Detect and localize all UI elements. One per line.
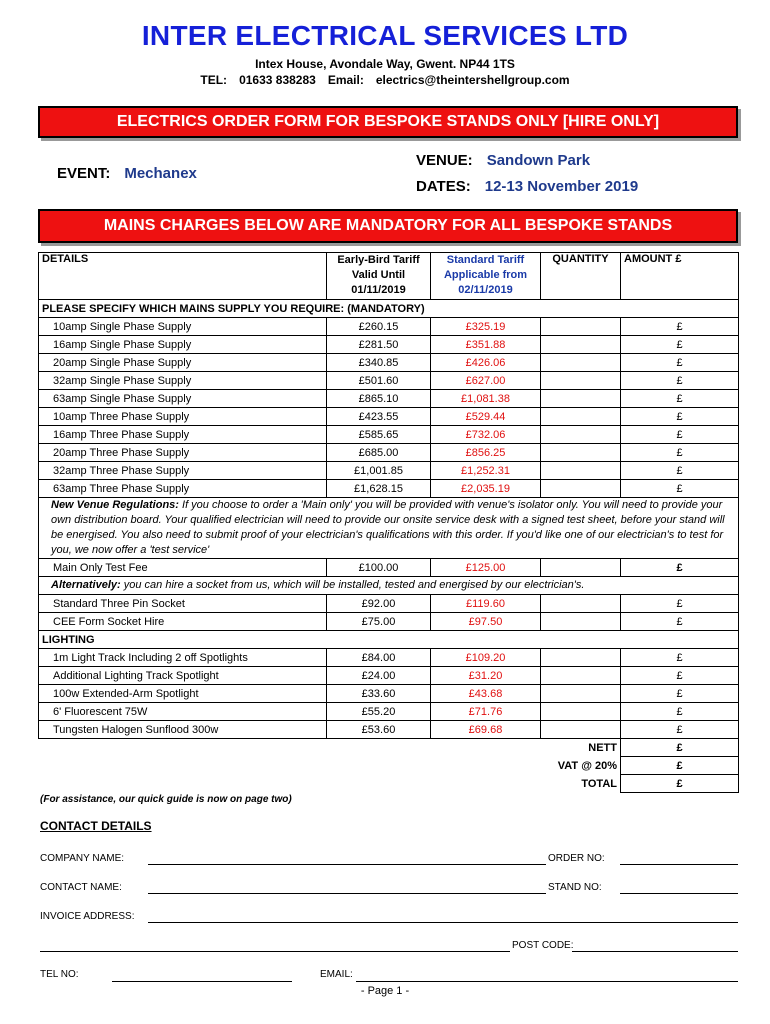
header-early-line1: Early-Bird Tariff	[337, 254, 420, 266]
totals-label: VAT @ 20%	[557, 759, 617, 772]
early-price-cell: £92.00	[327, 595, 431, 613]
amount-cell[interactable]: £	[621, 372, 739, 390]
early-price-cell: £53.60	[327, 721, 431, 739]
early-price-cell: £24.00	[327, 667, 431, 685]
invoice-address-field-1[interactable]	[148, 922, 738, 923]
header-details: DETAILS	[39, 253, 327, 300]
alternative-note	[39, 577, 739, 595]
early-price-cell: £423.55	[327, 408, 431, 426]
amount-cell[interactable]: £	[621, 480, 739, 498]
order-no-label: ORDER NO:	[548, 853, 605, 864]
item-cell: CEE Form Socket Hire	[39, 613, 327, 631]
company-contact-line	[0, 73, 770, 87]
standard-price-cell: £529.44	[431, 408, 541, 426]
early-price-cell: £340.85	[327, 354, 431, 372]
email-field[interactable]	[356, 981, 738, 982]
standard-price-cell: £1,252.31	[431, 462, 541, 480]
table-row	[39, 336, 739, 354]
company-name-label: COMPANY NAME:	[40, 853, 125, 864]
totals-spacer	[39, 739, 541, 757]
quantity-cell[interactable]	[541, 408, 621, 426]
totals-label: TOTAL	[581, 777, 617, 790]
standard-price-cell: £71.76	[431, 703, 541, 721]
quantity-cell[interactable]	[541, 426, 621, 444]
table-row	[39, 649, 739, 667]
header-std-line1: Standard Tariff	[446, 254, 525, 266]
item-cell: Additional Lighting Track Spotlight	[39, 667, 327, 685]
item-cell: 20amp Single Phase Supply	[39, 354, 327, 372]
table-row	[39, 595, 739, 613]
amount-cell[interactable]: £	[621, 444, 739, 462]
event-value: Mechanex	[124, 165, 197, 182]
regulations-note	[39, 498, 739, 559]
event-row	[57, 165, 197, 183]
item-cell: 10amp Three Phase Supply	[39, 408, 327, 426]
mandatory-banner: MAINS CHARGES BELOW ARE MANDATORY FOR ALL BESPOKE STANDS	[38, 209, 738, 243]
dates-row	[416, 178, 638, 196]
contact-heading: CONTACT DETAILS	[40, 819, 152, 833]
amount-cell[interactable]: £	[621, 685, 739, 703]
totals-spacer	[39, 775, 541, 793]
contact-name-label: CONTACT NAME:	[40, 882, 122, 893]
test-fee-quantity-cell[interactable]	[541, 559, 621, 577]
regulations-text: If you choose to order a 'Main only' you will be provided with venue's isolator only. You will need to provide your own distribution board. Your qualified electrician will need to provide our onsite service desk with a signed test sheet, before your stand will be energised. You also need to submit proof of your electrician's qualifications with this order. If you'd like one of our electrician's to test for you, we now offer a 'test service'	[51, 499, 725, 556]
header-std-line3: 02/11/2019	[458, 284, 513, 296]
early-price-cell: £33.60	[327, 685, 431, 703]
table-row	[39, 408, 739, 426]
tel-label: TEL:	[200, 73, 228, 87]
standard-price-cell: £1,081.38	[431, 390, 541, 408]
test-fee-amount-cell[interactable]: £	[621, 559, 739, 577]
dates-label: DATES:	[416, 178, 471, 195]
test-fee-standard: £125.00	[431, 559, 541, 577]
dates-value: 12-13 November 2019	[484, 178, 639, 195]
totals-label: NETT	[588, 741, 617, 754]
order-table	[38, 252, 739, 793]
table-row	[39, 372, 739, 390]
early-price-cell: £865.10	[327, 390, 431, 408]
standard-price-cell: £31.20	[431, 667, 541, 685]
email-address: electrics@theintershellgroup.com	[375, 73, 570, 87]
venue-value: Sandown Park	[486, 152, 591, 169]
totals-row	[39, 757, 739, 775]
table-row	[39, 685, 739, 703]
table-header-row	[39, 253, 739, 300]
stand-no-label: STAND NO:	[548, 882, 602, 893]
table-row	[39, 390, 739, 408]
header-early-line2: Valid Until	[351, 269, 406, 281]
mains-heading: PLEASE SPECIFY WHICH MAINS SUPPLY YOU REQUIRE: (MANDATORY)	[39, 300, 739, 318]
standard-price-cell: £2,035.19	[431, 480, 541, 498]
email-label: Email:	[327, 73, 364, 87]
test-fee-early: £100.00	[327, 559, 431, 577]
amount-cell[interactable]: £	[621, 354, 739, 372]
company-name: INTER ELECTRICAL SERVICES LTD	[141, 20, 629, 51]
tel-no-label: TEL NO:	[40, 969, 79, 980]
amount-cell[interactable]: £	[621, 462, 739, 480]
test-fee-item: Main Only Test Fee	[39, 559, 327, 577]
quantity-cell[interactable]	[541, 336, 621, 354]
table-row	[39, 462, 739, 480]
email-label-contact: EMAIL:	[320, 969, 353, 980]
standard-price-cell: £856.25	[431, 444, 541, 462]
standard-price-cell: £69.68	[431, 721, 541, 739]
early-price-cell: £84.00	[327, 649, 431, 667]
regulations-title: New Venue Regulations:	[51, 499, 179, 511]
header-amount: AMOUNT £	[621, 253, 739, 300]
header-early-bird	[327, 253, 431, 300]
amount-cell[interactable]: £	[621, 595, 739, 613]
table-row	[39, 613, 739, 631]
early-price-cell: £685.00	[327, 444, 431, 462]
totals-amount-cell[interactable]: £	[621, 739, 739, 757]
totals-row	[39, 775, 739, 793]
tel-no-field[interactable]	[112, 981, 292, 982]
quantity-cell[interactable]	[541, 613, 621, 631]
quantity-cell[interactable]	[541, 462, 621, 480]
invoice-address-field-2[interactable]	[40, 951, 510, 952]
amount-cell[interactable]: £	[621, 318, 739, 336]
standard-price-cell: £97.50	[431, 613, 541, 631]
amount-cell[interactable]: £	[621, 649, 739, 667]
item-cell: 10amp Single Phase Supply	[39, 318, 327, 336]
page-footer: - Page 1 -	[360, 985, 410, 997]
item-cell: 32amp Three Phase Supply	[39, 462, 327, 480]
header-quantity: QUANTITY	[541, 253, 621, 300]
order-no-field[interactable]	[620, 864, 738, 865]
item-cell: 32amp Single Phase Supply	[39, 372, 327, 390]
venue-label: VENUE:	[416, 152, 473, 169]
quantity-cell[interactable]	[541, 685, 621, 703]
standard-price-cell: £325.19	[431, 318, 541, 336]
amount-cell[interactable]: £	[621, 390, 739, 408]
quantity-cell[interactable]	[541, 444, 621, 462]
table-row	[39, 318, 739, 336]
standard-price-cell: £351.88	[431, 336, 541, 354]
quantity-cell[interactable]	[541, 390, 621, 408]
event-label: EVENT:	[57, 165, 111, 182]
tel-number: 01633 838283	[239, 73, 316, 87]
item-cell: 100w Extended-Arm Spotlight	[39, 685, 327, 703]
early-price-cell: £1,001.85	[327, 462, 431, 480]
early-price-cell: £260.15	[327, 318, 431, 336]
alternative-text: you can hire a socket from us, which will be installed, tested and energised by our electrician's.	[120, 579, 585, 591]
totals-amount-cell[interactable]: £	[621, 757, 739, 775]
quantity-cell[interactable]	[541, 721, 621, 739]
amount-cell[interactable]: £	[621, 408, 739, 426]
standard-price-cell: £109.20	[431, 649, 541, 667]
assistance-note: (For assistance, our quick guide is now on page two)	[40, 794, 292, 805]
table-row	[39, 667, 739, 685]
alternative-title: Alternatively:	[51, 579, 121, 591]
totals-spacer	[39, 757, 541, 775]
quantity-cell[interactable]	[541, 649, 621, 667]
amount-cell[interactable]: £	[621, 336, 739, 354]
early-price-cell: £75.00	[327, 613, 431, 631]
table-row	[39, 559, 739, 577]
quantity-cell[interactable]	[541, 372, 621, 390]
lighting-heading: LIGHTING	[39, 631, 739, 649]
venue-row	[416, 152, 590, 170]
company-address: Intex House, Avondale Way, Gwent. NP44 1TS	[255, 57, 515, 71]
quantity-cell[interactable]	[541, 667, 621, 685]
company-name-field[interactable]	[148, 864, 546, 865]
early-price-cell: £281.50	[327, 336, 431, 354]
standard-price-cell: £119.60	[431, 595, 541, 613]
item-cell: 63amp Three Phase Supply	[39, 480, 327, 498]
early-price-cell: £501.60	[327, 372, 431, 390]
header-standard	[431, 253, 541, 300]
quantity-cell[interactable]	[541, 595, 621, 613]
header-std-line2: Applicable from	[443, 269, 528, 281]
quantity-cell[interactable]	[541, 703, 621, 721]
totals-row	[39, 739, 739, 757]
contact-name-field[interactable]	[148, 893, 546, 894]
item-cell: 6' Fluorescent 75W	[39, 703, 327, 721]
amount-cell[interactable]: £	[621, 426, 739, 444]
table-row	[39, 444, 739, 462]
item-cell: 16amp Single Phase Supply	[39, 336, 327, 354]
item-cell: Standard Three Pin Socket	[39, 595, 327, 613]
table-row	[39, 354, 739, 372]
early-price-cell: £585.65	[327, 426, 431, 444]
early-price-cell: £1,628.15	[327, 480, 431, 498]
standard-price-cell: £426.06	[431, 354, 541, 372]
item-cell: Tungsten Halogen Sunflood 300w	[39, 721, 327, 739]
item-cell: 1m Light Track Including 2 off Spotlights	[39, 649, 327, 667]
amount-cell[interactable]: £	[621, 667, 739, 685]
post-code-field[interactable]	[572, 951, 738, 952]
table-row	[39, 426, 739, 444]
standard-price-cell: £732.06	[431, 426, 541, 444]
item-cell: 20amp Three Phase Supply	[39, 444, 327, 462]
amount-cell[interactable]: £	[621, 613, 739, 631]
early-price-cell: £55.20	[327, 703, 431, 721]
amount-cell[interactable]: £	[621, 721, 739, 739]
quantity-cell[interactable]	[541, 318, 621, 336]
standard-price-cell: £43.68	[431, 685, 541, 703]
stand-no-field[interactable]	[620, 893, 738, 894]
table-row	[39, 721, 739, 739]
quantity-cell[interactable]	[541, 480, 621, 498]
post-code-label: POST CODE:	[512, 940, 574, 951]
item-cell: 16amp Three Phase Supply	[39, 426, 327, 444]
table-row	[39, 703, 739, 721]
totals-amount-cell[interactable]: £	[621, 775, 739, 793]
header-early-line3: 01/11/2019	[351, 284, 406, 296]
item-cell: 63amp Single Phase Supply	[39, 390, 327, 408]
form-title-banner: ELECTRICS ORDER FORM FOR BESPOKE STANDS ONLY [HIRE ONLY]	[38, 106, 738, 138]
invoice-address-label: INVOICE ADDRESS:	[40, 911, 135, 922]
table-row	[39, 480, 739, 498]
amount-cell[interactable]: £	[621, 703, 739, 721]
quantity-cell[interactable]	[541, 354, 621, 372]
standard-price-cell: £627.00	[431, 372, 541, 390]
